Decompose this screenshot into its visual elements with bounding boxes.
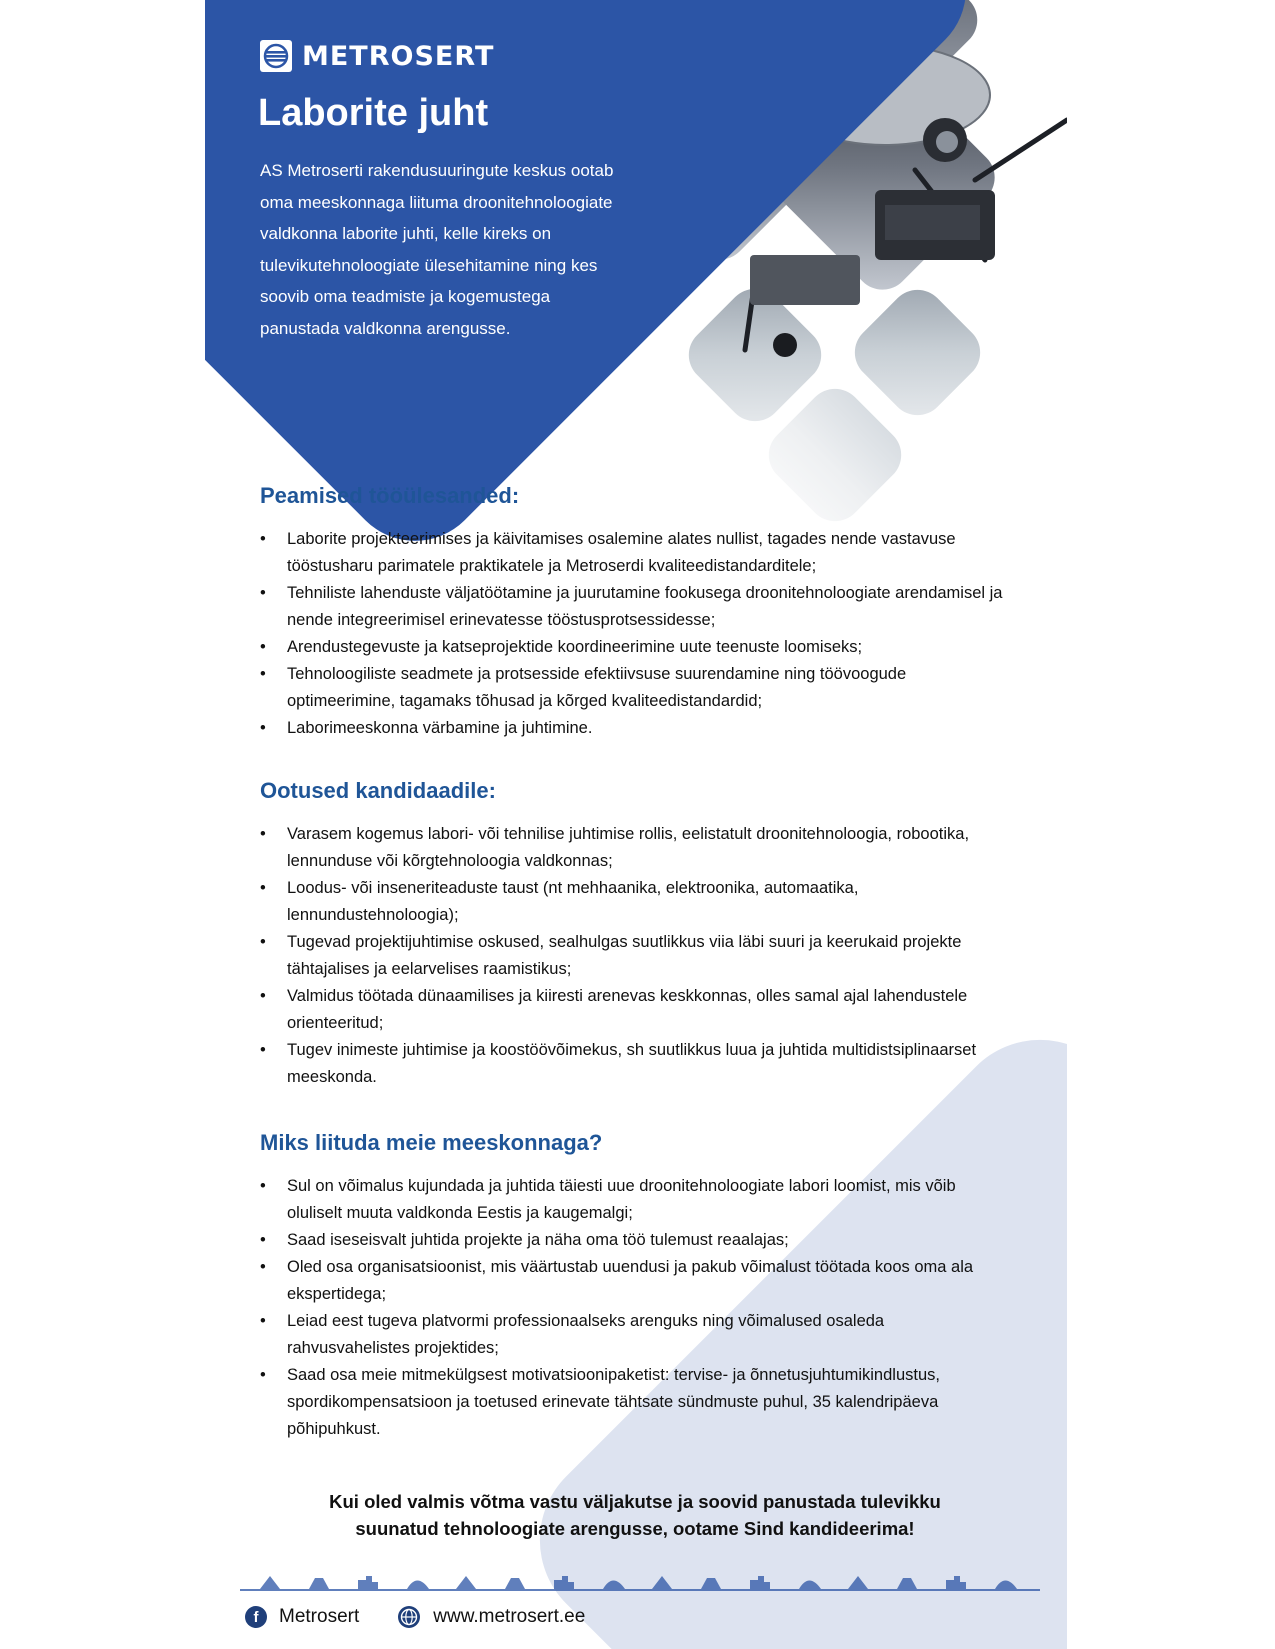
- list-item: • Saad osa meie mitmekülgsest motivatsioonipaketist: tervise- ja õnnetusjuhtumikindlustus, spordikompensatsioon ja toetused erinevate tähtsate sündmuste puhul, 35 kalendripäeva põhipuhkust.: [260, 1362, 1010, 1443]
- list-item: • Sul on võimalus kujundada ja juhtida täiesti uue droonitehnoloogiate labori loomist, mis võib oluliselt muuta valdkonda Eestis ja kaugemalgi;: [260, 1173, 1010, 1227]
- list-item: • Laborite projekteerimises ja käivitamises osalemine alates nullist, tagades nende vastavuse tööstusharu parimatele praktikatele ja Metroserdi kvaliteedistandarditele;: [260, 526, 1010, 580]
- list-item: • Leiad eest tugeva platvormi professionaalseks arenguks ning võimalused osaleda rahvusvahelistes projektides;: [260, 1308, 1010, 1362]
- list-item: • Laborimeeskonna värbamine ja juhtimine.: [260, 715, 1010, 742]
- job-ad-page: [205, 0, 1067, 1649]
- brand-name: METROSERT: [302, 40, 495, 72]
- list-item: • Tehnoloogiliste seadmete ja protsesside efektiivsuse suurendamine ning töövoogude optimeerimine, tagamaks tõhusad ja kõrged kvaliteedistandardid;: [260, 661, 1010, 715]
- list-item: • Varasem kogemus labori- või tehnilise juhtimise rollis, eelistatult droonitehnoloogia, robootika, lennunduse või kõrgtehnoloogia valdkonnas;: [260, 821, 1010, 875]
- decorative-divider: [240, 1568, 1040, 1592]
- brand-logo: [260, 40, 494, 72]
- list-item: • Tugevad projektijuhtimise oskused, sealhulgas suutlikkus viia läbi suuri ja keerukaid projekte tähtajalises ja eelarvelises raamistikus;: [260, 929, 1010, 983]
- list-item: • Oled osa organisatsioonist, mis väärtustab uuendusi ja pakub võimalust töötada koos oma ala ekspertidega;: [260, 1254, 1010, 1308]
- facebook-link[interactable]: [245, 1606, 359, 1628]
- tasks-list: [260, 526, 1010, 742]
- section-title-expectations: Ootused kandidaadile:: [260, 778, 496, 803]
- intro-text: AS Metroserti rakendusuuringute keskus ootab oma meeskonnaga liituma droonitehnoloogiate valdkonna laborite juhti, kelle kireks on tulevikutehnoloogiate ülesehitamine ning kes soovib oma teadmiste ja kogemustega panustada valdkonna arengusse.: [260, 161, 614, 338]
- list-item: • Arendustegevuste ja katseprojektide koordineerimine uute teenuste loomiseks;: [260, 634, 1010, 661]
- list-item: • Tugev inimeste juhtimise ja koostöövõimekus, sh suutlikkus luua ja juhtida multidistsiplinaarset meeskonda.: [260, 1037, 1010, 1091]
- why-join-list: [260, 1173, 1010, 1443]
- job-title: Laborite juht: [258, 92, 489, 134]
- section-title-tasks: Peamised tööülesanded:: [260, 483, 520, 508]
- closing-call-to-action: [260, 1488, 1010, 1542]
- facebook-icon: f: [245, 1606, 267, 1628]
- list-item: • Tehniliste lahenduste väljatöötamine ja juurutamine fookusega droonitehnoloogiate arendamisel ja nende integreerimisel erinevatesse tööstusprotsessidesse;: [260, 580, 1010, 634]
- closing-line: suunatud tehnoloogiate arengusse, ootame Sind kandideerima!: [355, 1518, 915, 1539]
- section-title-why-join: Miks liituda meie meeskonnaga?: [260, 1130, 603, 1155]
- list-item: • Loodus- või inseneriteaduste taust (nt mehhaanika, elektroonika, automaatika, lennundustehnoloogia);: [260, 875, 1010, 929]
- list-item: • Valmidus töötada dünaamilises ja kiiresti arenevas keskkonnas, olles samal ajal lahendustele orienteeritud;: [260, 983, 1010, 1037]
- list-item: • Saad iseseisvalt juhtida projekte ja näha oma töö tulemust reaalajas;: [260, 1227, 1010, 1254]
- website-link[interactable]: [397, 1605, 585, 1629]
- metrosert-logo-icon: [260, 40, 292, 72]
- website-url: www.metrosert.ee: [433, 1606, 586, 1627]
- globe-icon: [397, 1605, 421, 1629]
- footer: [245, 1605, 623, 1629]
- expectations-list: [260, 821, 1010, 1091]
- facebook-label: Metrosert: [279, 1606, 360, 1627]
- closing-line: Kui oled valmis võtma vastu väljakutse ja soovid panustada tulevikku: [329, 1491, 941, 1512]
